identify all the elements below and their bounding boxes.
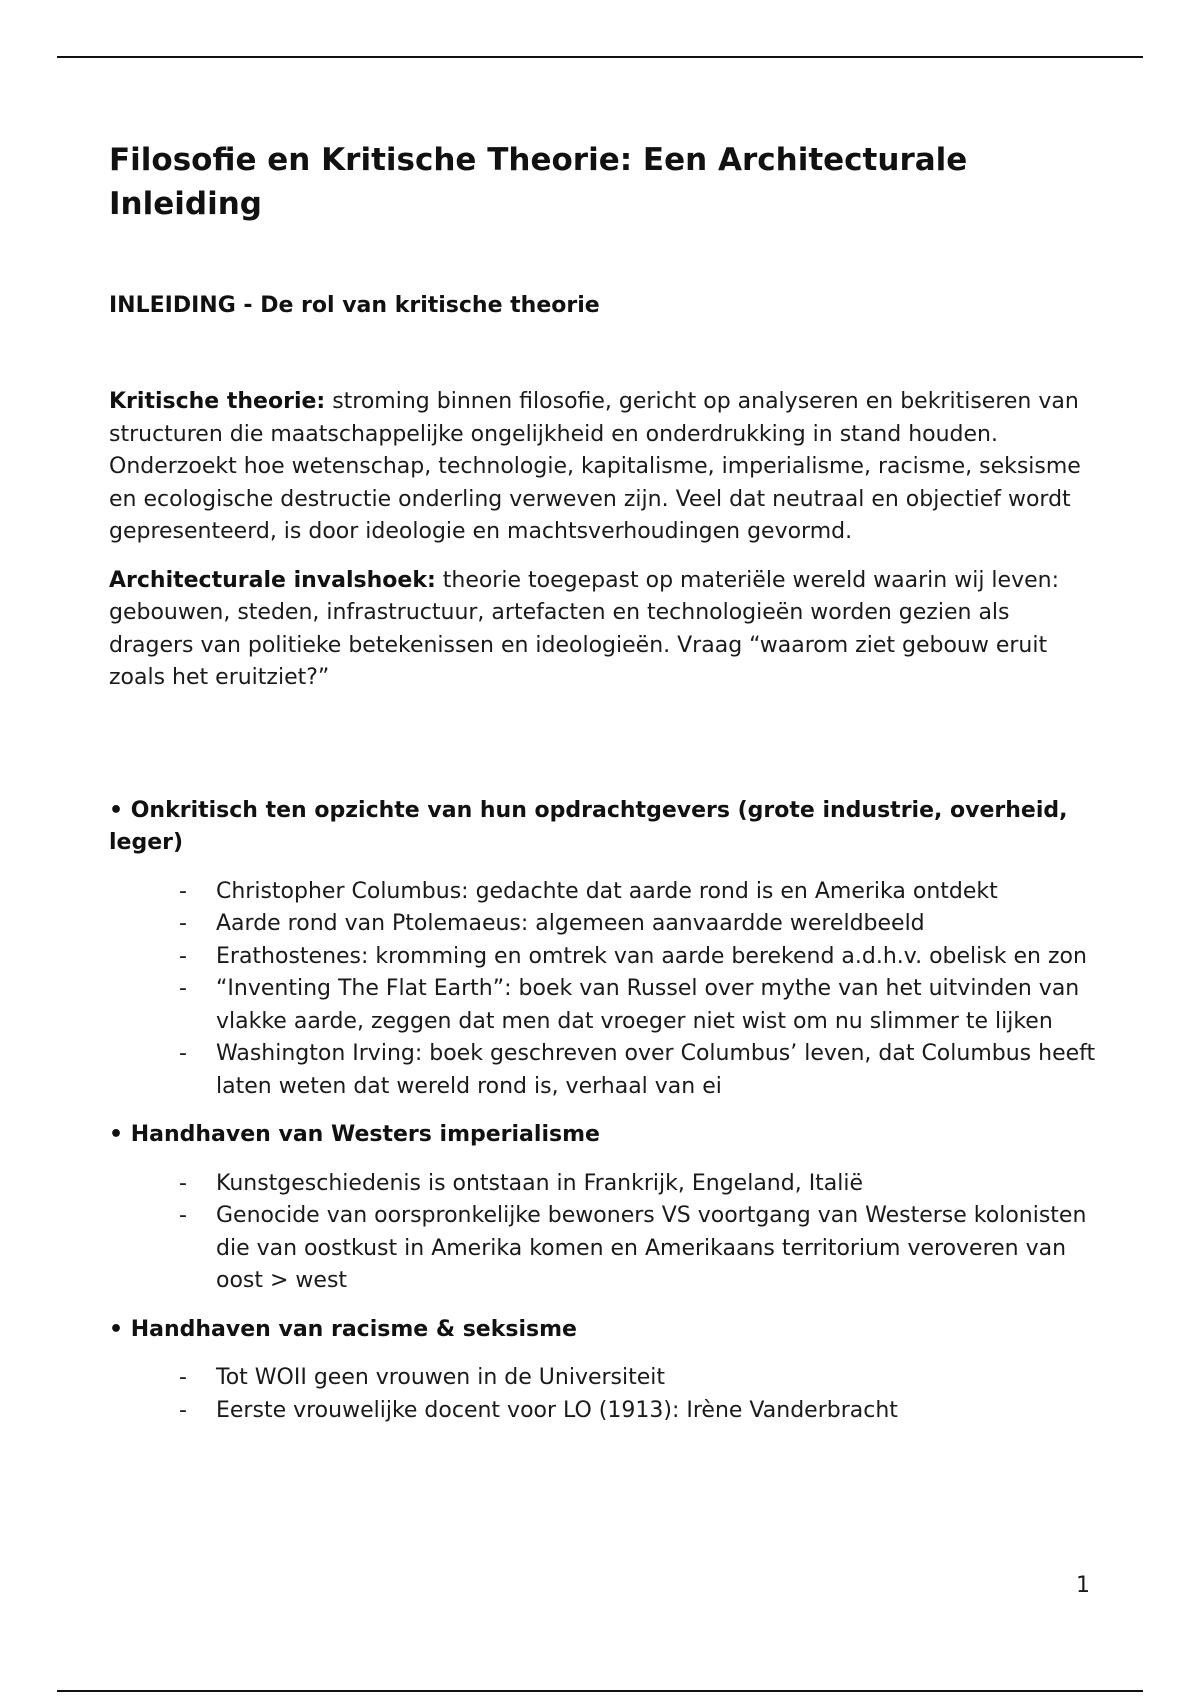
list-item-text: Eerste vrouwelijke docent voor LO (1913): Irène Vanderbracht bbox=[216, 1397, 898, 1423]
list-dash: - bbox=[179, 976, 187, 1001]
dash-list-imperialisme bbox=[109, 1168, 1099, 1298]
bullet-heading-racisme-seksisme: • Handhaven van racisme & seksisme bbox=[109, 1316, 577, 1342]
list-item bbox=[109, 973, 1096, 1038]
top-rule bbox=[57, 56, 1143, 58]
list-item-text: Genocide van oorspronkelijke bewoners VS voortgang van Westerse kolonisten die van oostkust in Amerika komen en Amerikaans territorium veroveren van oost > west bbox=[216, 1203, 1087, 1293]
document-page bbox=[109, 138, 1099, 1427]
list-item-text: Kunstgeschiedenis is ontstaan in Frankrijk, Engeland, Italië bbox=[216, 1170, 864, 1196]
list-dash: - bbox=[179, 1365, 187, 1390]
list-item-text: Erathostenes: kromming en omtrek van aarde berekend a.d.h.v. obelisk en zon bbox=[216, 943, 1087, 969]
list-dash: - bbox=[179, 911, 187, 936]
list-item-text: “Inventing The Flat Earth”: boek van Russel over mythe van het uitvinden van vlakke aarde, zeggen dat men dat vroeger niet wist om nu slimmer te lijken bbox=[216, 976, 1080, 1034]
page-title: Filosofie en Kritische Theorie: Een Architecturale Inleiding bbox=[109, 142, 968, 222]
list-item bbox=[109, 908, 1096, 941]
definition-kritische-theorie: stroming binnen filosofie, gericht op analyseren en bekritiseren van structuren die maatschappelijke ongelijkheid en onderdrukking in stand houden. Onderzoekt hoe wetenschap, technologie, kapitalisme, imperialisme, racisme, seksisme en ecologische destructie onderling verweven zijn. Veel dat neutraal en objectief wordt gepresenteerd, is door ideologie en machtsverhoudingen gevormd. bbox=[109, 389, 1081, 544]
list-dash: - bbox=[179, 1397, 187, 1423]
bullet-heading-imperialisme: • Handhaven van Westers imperialisme bbox=[109, 1122, 600, 1147]
term-kritische-theorie: Kritische theorie: bbox=[109, 389, 326, 414]
term-architecturale-invalshoek: Architecturale invalshoek: bbox=[109, 567, 436, 593]
list-dash: - bbox=[179, 1170, 187, 1196]
list-item bbox=[109, 876, 1096, 909]
paragraph-kritische-theorie bbox=[109, 386, 1099, 549]
list-dash: - bbox=[179, 943, 187, 969]
list-item bbox=[109, 1038, 1096, 1103]
paragraph-architecturale-invalshoek bbox=[109, 565, 1099, 695]
list-item bbox=[109, 1200, 1096, 1298]
list-item-text: Washington Irving: boek geschreven over Columbus’ leven, dat Columbus heeft laten weten dat wereld rond is, verhaal van ei bbox=[216, 1041, 1096, 1099]
list-item bbox=[109, 1362, 1096, 1395]
list-item bbox=[109, 1168, 1096, 1201]
bottom-rule bbox=[57, 1690, 1143, 1692]
dash-list-onkritisch bbox=[109, 876, 1099, 1104]
list-item-text: Christopher Columbus: gedachte dat aarde rond is en Amerika ontdekt bbox=[216, 878, 998, 904]
list-dash: - bbox=[179, 1203, 187, 1228]
section-heading: INLEIDING - De rol van kritische theorie bbox=[109, 293, 600, 318]
list-item-text: Aarde rond van Ptolemaeus: algemeen aanvaardde wereldbeeld bbox=[216, 911, 925, 936]
list-item-text: Tot WOII geen vrouwen in de Universiteit bbox=[216, 1365, 666, 1390]
dash-list-racisme-seksisme bbox=[109, 1362, 1099, 1427]
list-item bbox=[109, 1395, 1096, 1428]
definition-architecturale-invalshoek: theorie toegepast op materiële wereld waarin wij leven: gebouwen, steden, infrastructuur, artefacten en technologieën worden gezien als dragers van politieke betekenissen en ideologieën. Vraag “waarom ziet gebouw eruit zoals het eruitziet?” bbox=[109, 567, 1059, 690]
list-dash: - bbox=[179, 878, 187, 904]
page-number: 1 bbox=[1076, 1573, 1090, 1598]
list-item bbox=[109, 941, 1096, 974]
bullet-heading-onkritisch: • Onkritisch ten opzichte van hun opdrachtgevers (grote industrie, overheid, leger) bbox=[109, 797, 1068, 855]
list-dash: - bbox=[179, 1041, 187, 1066]
